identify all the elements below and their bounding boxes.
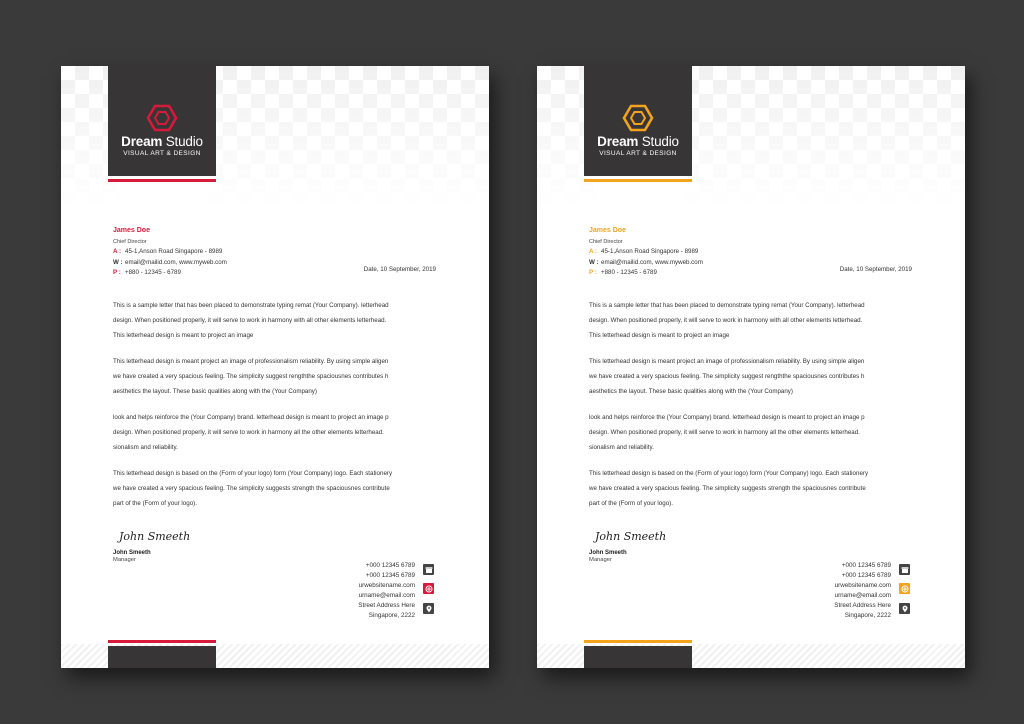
hexagon-logo-icon xyxy=(622,104,654,132)
signature-name: John Smeeth xyxy=(589,550,627,556)
sender-block xyxy=(113,226,227,279)
logo-name: Dream Studio xyxy=(121,134,203,149)
logo-tagline: VISUAL ART & DESIGN xyxy=(599,150,677,157)
background-pattern xyxy=(685,66,965,216)
contact-phones: +000 12345 6789 +000 12345 6789 xyxy=(841,562,891,579)
location-pin-icon xyxy=(899,603,910,614)
logo-block xyxy=(584,66,692,176)
contact-emails: urwebsitename.com urname@email.com xyxy=(358,582,415,599)
sender-name: James Doe xyxy=(589,227,626,234)
logo-name: Dream Studio xyxy=(597,134,679,149)
footer-accent-stripe xyxy=(108,640,216,643)
signature-role: Manager xyxy=(113,557,136,563)
paragraph-2: This letterhead design is meant project an image of professionalism reliability. By using simple aligen we have created a very spacious feeling. The simplicity suggest rengththe spaciousnes contributes h aesthetics the layout. These basic qualities along with the (Your Company) xyxy=(589,358,865,395)
paragraph-4: This letterhead design is based on the (Form of your logo) form (Your Company) logo. Each stationery we have created a very spacious feeling. The simplicity suggests strength the spaciousnes contribute part of the (Form of your logo). xyxy=(589,470,869,507)
paragraph-1: This is a sample letter that has been placed to demonstrate typing remat (Your Company). letterhead design. When positioned properly, it will serve to work in harmony with all other elements letterhead. This letterhead design is meant to project an image xyxy=(113,302,389,339)
letter-body xyxy=(589,298,914,522)
at-icon xyxy=(423,583,434,594)
background-pattern xyxy=(209,66,489,216)
at-icon xyxy=(899,583,910,594)
hexagon-logo-icon xyxy=(146,104,178,132)
footer-accent-stripe xyxy=(584,640,692,643)
letter-date: Date, 10 September, 2019 xyxy=(839,266,912,273)
sender-phone: P : +880 - 12345 - 6789 xyxy=(113,269,181,276)
paragraph-3: look and helps reinforce the (Your Company) brand. letterhead design is meant to project an image p design. When positioned properly, it will serve to work in harmony all the other elements letterhead. sionalism and reliability. xyxy=(113,414,389,451)
paragraph-4: This letterhead design is based on the (Form of your logo) form (Your Company) logo. Each stationery we have created a very spacious feeling. The simplicity suggests strength the spaciousnes contribute part of the (Form of your logo). xyxy=(113,470,393,507)
paragraph-1: This is a sample letter that has been placed to demonstrate typing remat (Your Company). letterhead design. When positioned properly, it will serve to work in harmony with all other elements letterhead. This letterhead design is meant to project an image xyxy=(589,302,865,339)
letter-date: Date, 10 September, 2019 xyxy=(363,266,436,273)
signature-script: John Smeeth xyxy=(595,530,667,543)
signature-name: John Smeeth xyxy=(113,550,151,556)
paragraph-2: This letterhead design is meant project an image of professionalism reliability. By using simple aligen we have created a very spacious feeling. The simplicity suggest rengththe spaciousnes contributes h aesthetics the layout. These basic qualities along with the (Your Company) xyxy=(113,358,389,395)
phone-icon xyxy=(423,564,434,575)
logo-accent-stripe xyxy=(108,179,216,182)
location-pin-icon xyxy=(423,603,434,614)
letter-body xyxy=(113,298,438,522)
sender-address: A : 45-1,Anson Road Singapore - 8989 xyxy=(589,248,699,255)
contact-emails: urwebsitename.com urname@email.com xyxy=(834,582,891,599)
logo-block xyxy=(108,66,216,176)
letterhead-orange xyxy=(537,66,965,668)
sender-name: James Doe xyxy=(113,227,150,234)
sender-web: W : email@mailid.com, www.myweb.com xyxy=(113,258,227,266)
sender-address: A : 45-1,Anson Road Singapore - 8989 xyxy=(113,248,223,255)
signature-script: John Smeeth xyxy=(119,530,191,543)
logo-accent-stripe xyxy=(584,179,692,182)
contact-phones: +000 12345 6789 +000 12345 6789 xyxy=(365,562,415,579)
paragraph-3: look and helps reinforce the (Your Company) brand. letterhead design is meant to project an image p design. When positioned properly, it will serve to work in harmony all the other elements letterhead. sionalism and reliability. xyxy=(589,414,865,451)
signature-role: Manager xyxy=(589,557,612,563)
footer-block xyxy=(584,646,692,668)
logo-tagline: VISUAL ART & DESIGN xyxy=(123,150,201,157)
sender-role: Chief Director xyxy=(589,238,623,245)
contact-address: Street Address Here Singapore, 2222 xyxy=(358,602,415,619)
letterhead-red xyxy=(61,66,489,668)
sender-web: W : email@mailid.com, www.myweb.com xyxy=(589,258,703,266)
sender-phone: P : +880 - 12345 - 6789 xyxy=(589,269,657,276)
sender-block xyxy=(589,226,703,279)
sender-role: Chief Director xyxy=(113,238,147,245)
phone-icon xyxy=(899,564,910,575)
footer-block xyxy=(108,646,216,668)
contact-address: Street Address Here Singapore, 2222 xyxy=(834,602,891,619)
